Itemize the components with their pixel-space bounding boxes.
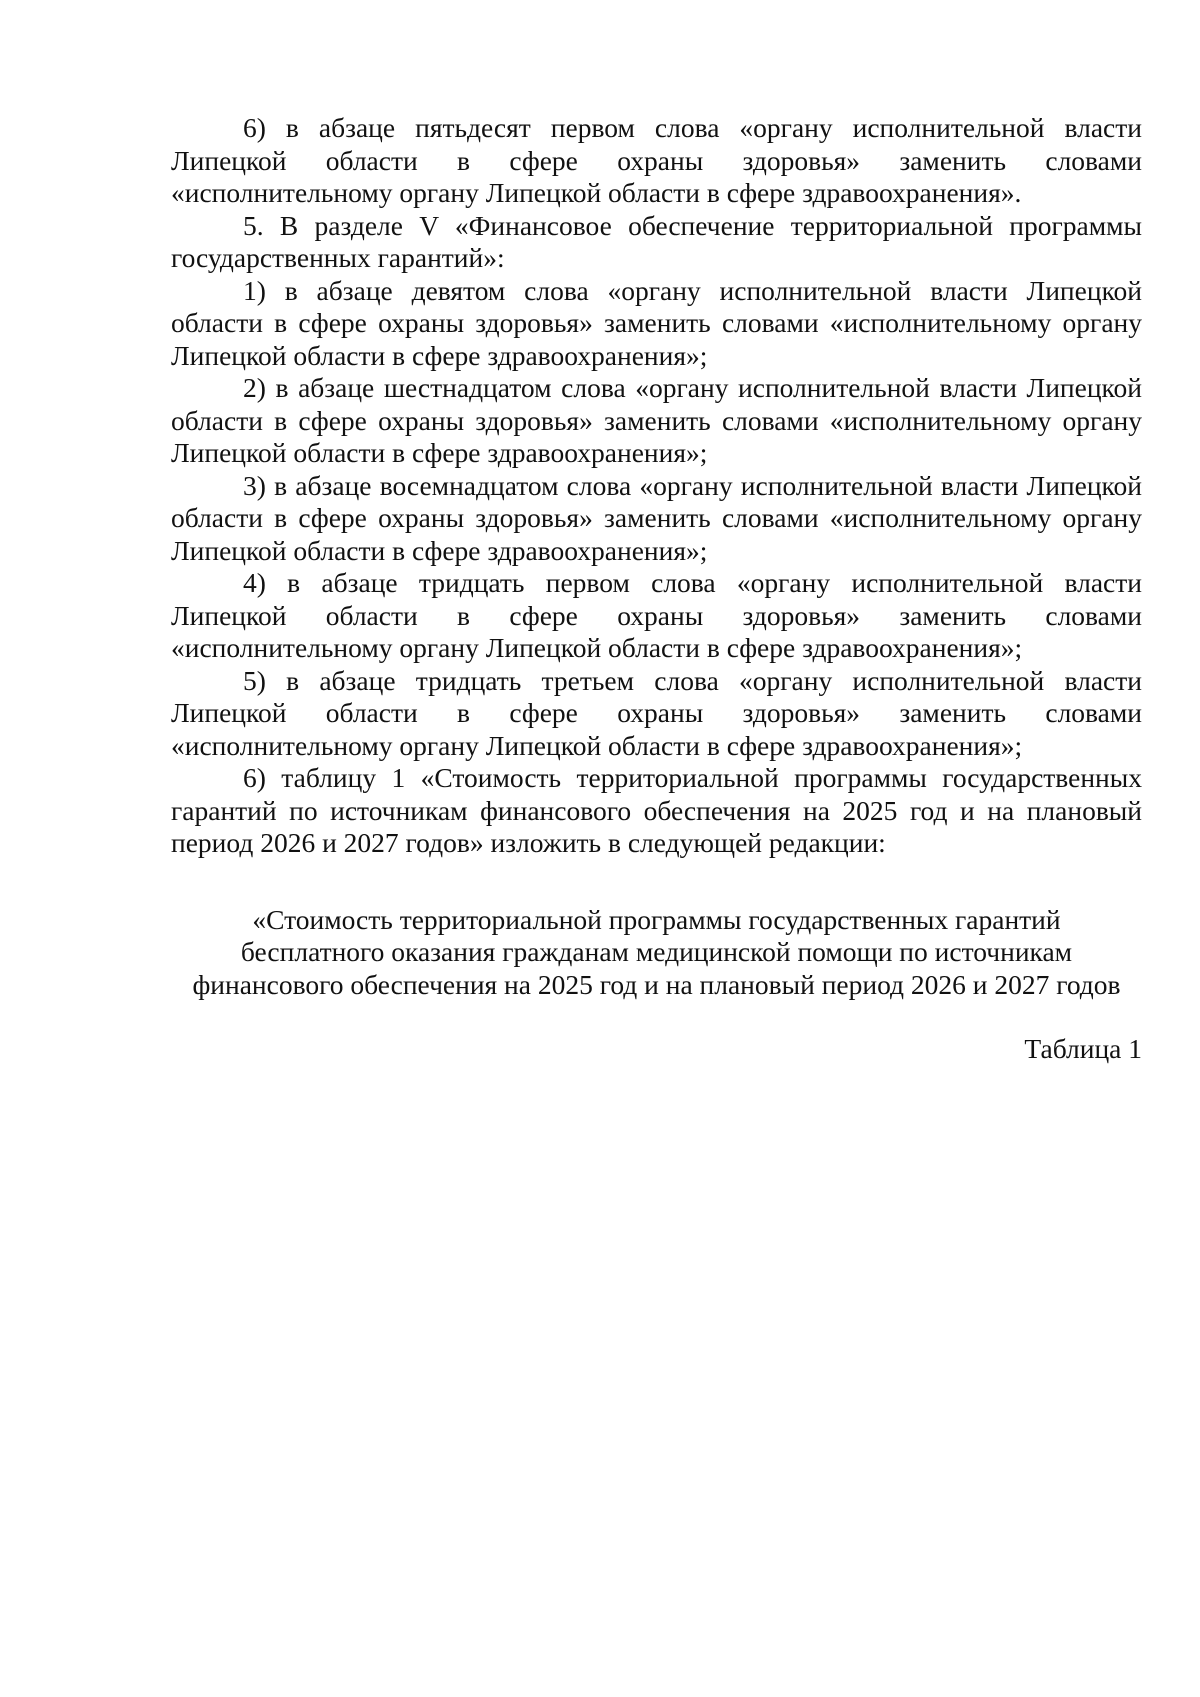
paragraph-item-6-table: 6) таблицу 1 «Стоимость территориальной программы государственных гарантий по источникам финансового обеспечения на 2025 год и на плановый период 2026 и 2027 годов» изложить в следующей редакции: xyxy=(171,762,1142,858)
paragraph-item-5: 5) в абзаце тридцать третьем слова «органу исполнительной власти Липецкой области в сфере охраны здоровья» заменить словами «исполнительному органу Липецкой области в сфере здравоохранения»; xyxy=(171,664,1142,761)
paragraph-item-6-51: 6) в абзаце пятьдесят первом слова «органу исполнительной власти Липецкой области в сфере охраны здоровья» заменить словами «исполнительному органу Липецкой области в сфере здравоохранения». xyxy=(171,112,1142,208)
table-heading xyxy=(171,904,1142,1002)
document-page xyxy=(171,112,1142,1066)
table-label: Таблица 1 xyxy=(1024,1033,1142,1064)
paragraph-item-4: 4) в абзаце тридцать первом слова «органу исполнительной власти Липецкой области в сфере охраны здоровья» заменить словами «исполнительному органу Липецкой области в сфере здравоохранения»; xyxy=(171,567,1142,663)
paragraph-section-5: 5. В разделе V «Финансовое обеспечение территориальной программы государственных гарантий»: xyxy=(171,209,1142,273)
paragraph-item-2: 2) в абзаце шестнадцатом слова «органу исполнительной власти Липецкой области в сфере охраны здоровья» заменить словами «исполнительному органу Липецкой области в сфере здравоохранения»; xyxy=(171,372,1142,468)
paragraph-item-3: 3) в абзаце восемнадцатом слова «органу исполнительной власти Липецкой области в сфере охраны здоровья» заменить словами «исполнительному органу Липецкой области в сфере здравоохранения»; xyxy=(171,469,1142,566)
table-heading-line-2: бесплатного оказания гражданам медицинской помощи по источникам xyxy=(240,936,1073,967)
table-heading-line-3: финансового обеспечения на 2025 год и на плановый период 2026 и 2027 годов xyxy=(192,968,1121,1000)
table-heading-line-1: «Стоимость территориальной программы государственных гарантий xyxy=(252,903,1061,935)
paragraph-item-1: 1) в абзаце девятом слова «органу исполнительной власти Липецкой области в сфере охраны здоровья» заменить словами «исполнительному органу Липецкой области в сфере здравоохранения»; xyxy=(171,274,1142,371)
